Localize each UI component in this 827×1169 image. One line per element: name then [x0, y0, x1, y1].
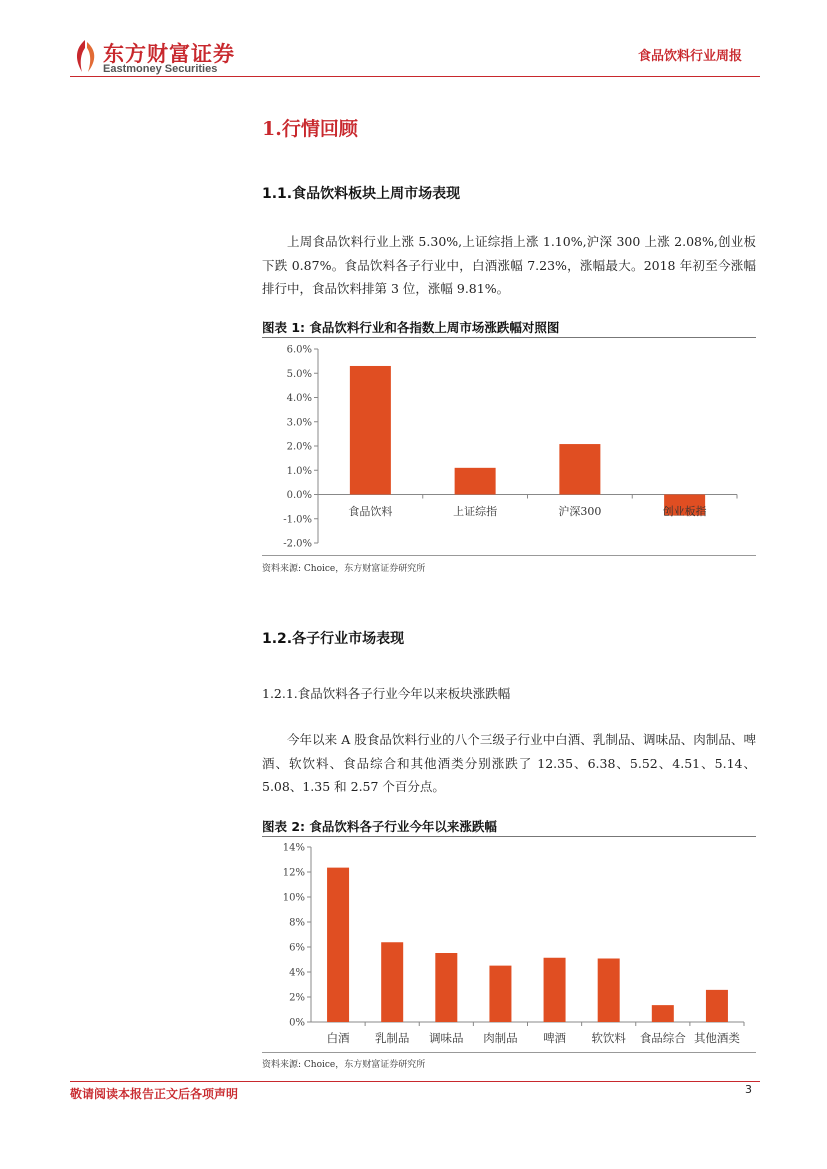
chart-market-performance	[262, 338, 756, 554]
category-label: 食品综合	[639, 1031, 686, 1045]
category-label: 创业板指	[662, 505, 707, 518]
bar	[381, 942, 403, 1022]
y-tick-label: 6%	[289, 942, 305, 954]
subsection-heading: 1.2.各子行业市场表现	[262, 631, 405, 647]
category-label: 沪深300	[558, 505, 602, 518]
report-title: 食品饮料行业周报	[637, 49, 742, 64]
category-label: 肉制品	[483, 1031, 518, 1045]
bar	[350, 366, 391, 495]
bar	[544, 958, 566, 1022]
category-label: 白酒	[326, 1031, 350, 1045]
y-tick-label: -2.0%	[283, 538, 312, 550]
body-paragraph: 今年以来 A 股食品饮料行业的八个三级子行业中白酒、乳制品、调味品、肉制品、啤酒、软饮料、食品综合和其他酒类分别涨跌了 12.35、6.38、5.52、4.51、5.14、5.08、1.35 和 2.57 个百分点。	[262, 732, 756, 794]
y-tick-label: 2.0%	[286, 441, 312, 453]
bar	[455, 468, 496, 495]
y-tick-label: 3.0%	[286, 417, 312, 429]
y-tick-label: 6.0%	[286, 344, 312, 356]
category-label: 乳制品	[374, 1031, 410, 1045]
category-label: 啤酒	[543, 1031, 567, 1045]
bar	[706, 990, 728, 1022]
y-tick-label: 4.0%	[286, 393, 312, 404]
y-tick-label: 0.0%	[286, 490, 312, 501]
bar	[489, 966, 511, 1022]
section-heading: 1.行情回顾	[262, 118, 358, 140]
footer-divider	[70, 1081, 760, 1082]
header-divider	[70, 76, 760, 77]
y-tick-label: 8%	[289, 917, 305, 929]
category-label: 其他酒类	[693, 1031, 740, 1045]
category-label: 上证综指	[453, 505, 498, 518]
brand-name-english: Eastmoney Securities	[103, 63, 218, 75]
brand-logo-icon	[70, 38, 100, 74]
category-label: 软饮料	[591, 1031, 626, 1045]
figure-bottom-rule	[262, 555, 756, 556]
body-paragraph: 上周食品饮料行业上涨 5.30%,上证综指上涨 1.10%,沪深 300 上涨 2.08%,创业板下跌 0.87%。食品饮料各子行业中，白酒涨幅 7.23%，涨幅最大。2018 年初至今涨幅排行中，食品饮料排第 3 位，涨幅 9.81%。	[262, 234, 756, 296]
y-tick-label: 10%	[282, 892, 305, 904]
bar	[435, 953, 457, 1022]
y-tick-label: -1.0%	[283, 514, 312, 526]
y-tick-label: 2%	[289, 992, 305, 1004]
y-tick-label: 12%	[282, 867, 305, 879]
chart-subsector-performance	[262, 837, 756, 1051]
category-label: 食品饮料	[348, 505, 393, 518]
subsection-heading: 1.1.食品饮料板块上周市场表现	[262, 186, 461, 202]
disclaimer-note: 敬请阅读本报告正文后各项声明	[70, 1087, 239, 1101]
y-tick-label: 0%	[289, 1017, 305, 1029]
y-tick-label: 5.0%	[286, 368, 312, 380]
brand-name: 东方财富证券	[103, 41, 235, 66]
bar	[327, 868, 349, 1022]
bar	[652, 1005, 674, 1022]
y-tick-label: 4%	[289, 967, 305, 979]
bar	[559, 444, 600, 494]
bar	[598, 959, 620, 1023]
figure-source: 资料来源: Choice，东方财富证券研究所	[262, 1060, 426, 1070]
subsubsection-heading: 1.2.1.食品饮料各子行业今年以来板块涨跌幅	[262, 686, 511, 701]
figure-source: 资料来源: Choice，东方财富证券研究所	[262, 564, 426, 574]
figure-title: 图表 1: 食品饮料行业和各指数上周市场涨跌幅对照图	[262, 320, 560, 335]
figure-bottom-rule	[262, 1052, 756, 1053]
y-tick-label: 14%	[282, 842, 305, 854]
y-tick-label: 1.0%	[286, 465, 312, 477]
category-label: 调味品	[429, 1031, 464, 1045]
figure-title: 图表 2: 食品饮料各子行业今年以来涨跌幅	[262, 819, 497, 834]
page-number: 3	[745, 1083, 752, 1096]
